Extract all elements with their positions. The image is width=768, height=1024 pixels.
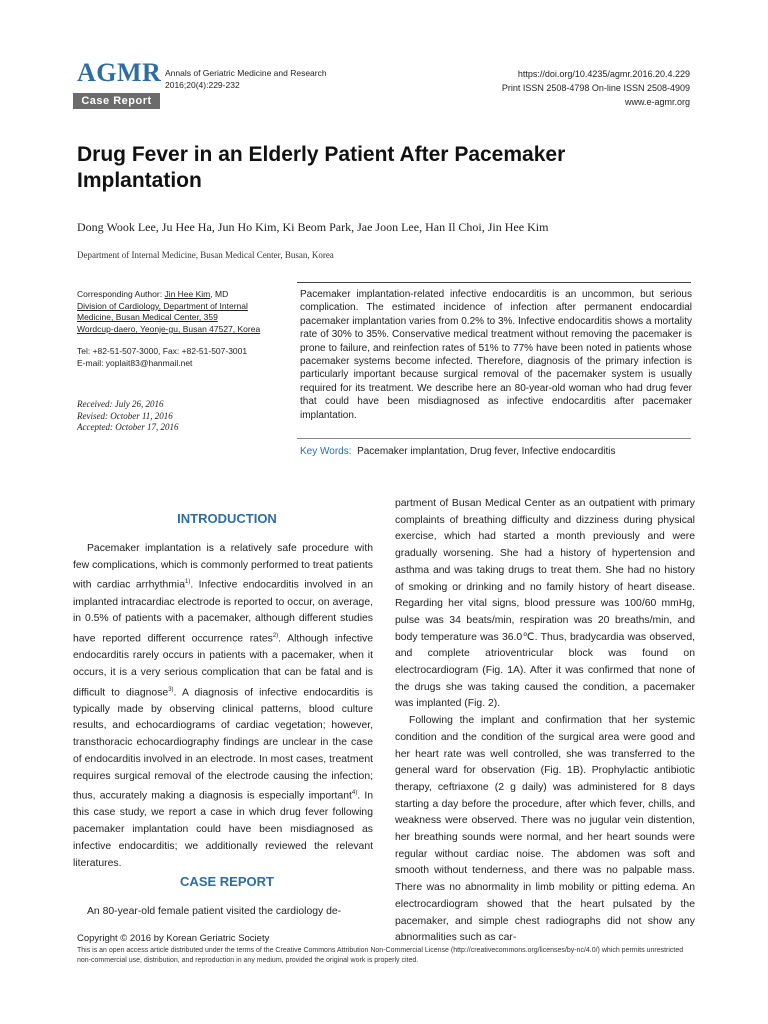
date-revised: Revised: October 11, 2016 [77, 410, 173, 421]
introduction-text [73, 541, 373, 872]
case-report-text-start [73, 904, 373, 921]
case-paragraph: An 80-year-old female patient visited the cardiology de- [87, 906, 342, 917]
corr-degree: , MD [210, 289, 229, 299]
journal-info [165, 67, 327, 91]
copyright: Copyright © 2016 by Korean Geriatric Society [77, 933, 270, 944]
article-type-badge: Case Report [73, 93, 160, 109]
corr-name: Jin Hee Kim [164, 289, 211, 299]
article-title: Drug Fever in an Elderly Patient After Pacemaker Implantation [77, 143, 566, 192]
reference-mark[interactable]: 2) [272, 632, 279, 639]
abstract-top-rule [297, 282, 691, 283]
journal-name: Annals of Geriatric Medicine and Research [165, 68, 327, 78]
correspondence-block [77, 289, 292, 370]
license-text: This is an open access article distributed under the terms of the Creative Commons Attribution Non-Commercial License (http://creativecommons.org/licenses/by-nc/4.0/) which permits unrestricted non-commercial use, distribution, and reproduction in any medium, provided the original work is properly cited. [77, 947, 684, 964]
case-paragraph: Following the implant and confirmation that her systemic condition and the condition of the surgical area were good and her heart rate was well controlled, she was transferred to the general ward for observation (Fig. 1B). Prophylactic antibiotic therapy, ceftriaxone (2 g daily) was administered for 8 days starting a day before the procedure, after which fever, chills, and weakness were observed. There was no jugular vein distention, her breathing sounds were normal, and her heart sounds were regular without cardiac noise. The abdomen was soft and smooth without tenderness, and there was no palpable mass. There was no abnormality in limb mobility or pitting edema. An electrocardiogram showed that the heart pulsated by the pacemaker, and simple chest radiographs did not show any abnormalities such as car- [395, 715, 695, 944]
reference-mark[interactable]: 4) [351, 790, 358, 797]
intro-sentence: Pacemaker implantation is a relatively safe procedure with few complications, which is commonly performed to treat patients with cardiac arrhythmia [73, 543, 373, 591]
date-accepted: Accepted: October 17, 2016 [77, 422, 179, 432]
keywords-label: Key Words: [300, 446, 352, 457]
reference-mark[interactable]: 1) [184, 579, 191, 586]
corr-address-3: Wordcup-daero, Yeonje-gu, Busan 47527, Korea [77, 323, 261, 334]
doi-link[interactable]: https://doi.org/10.4235/agmr.2016.20.4.229 [517, 69, 690, 79]
keywords [300, 446, 616, 457]
intro-sentence: . A diagnosis of infective endocarditis is typically made by observing clinical patterns, blood culture results, and echocardiograms of cardiac vegetation; however, transthoracic echocardiography findings are unclear in the case of endocarditis involved in an electrode. In most cases, treatment requires surgical removal of the electrode causing the infection; thus, accurately making a diagnosis is especially important [73, 687, 373, 802]
journal-volume: 2016;20(4):229-232 [165, 80, 240, 90]
article-dates [77, 399, 178, 434]
corr-tel: Tel: +82-51-507-3000, Fax: +82-51-507-3001 [77, 346, 248, 357]
date-received: Received: July 26, 2016 [77, 399, 164, 409]
corr-address-2: Medicine, Busan Medical Center, 359 [77, 312, 218, 323]
reference-mark[interactable]: 3) [168, 686, 174, 693]
abstract-text: Pacemaker implantation-related infective endocarditis is an uncommon, but serious complication. The estimated incidence of infection after permanent endocardial pacemaker implantation varies from 0.2% to 3%. Infective endocarditis shows a mortality rate of 30% to 35%. Conservative medical treatment without removing the pacemaker is prone to failure, and reinfection rates of 51% to 77% have been noted in patients whose pacemaker systems become infected. Therefore, diagnosis of the primary infection is particularly important because surgical removal of the pacemaker system is usually required for its treatment. We describe here an 80-year-old woman who had drug fever that could have been misdiagnosed as infective endocarditis after pacemaker implantation. [300, 289, 692, 421]
keywords-text: Pacemaker implantation, Drug fever, Infective endocarditis [357, 446, 616, 457]
case-report-text [395, 496, 695, 947]
website-link[interactable]: www.e-agmr.org [624, 97, 690, 107]
corr-email[interactable]: E-mail: yoplait83@hanmail.net [77, 357, 193, 368]
introduction-heading: INTRODUCTION [177, 511, 277, 526]
corr-address-1: Division of Cardiology, Department of Internal [77, 300, 248, 311]
intro-sentence: . Infective endocarditis involved in an implanted intracardiac electrode is reported to occur, on average, in 0.5% of patients with a pacemaker, although different studies have reported different occurrence rates [73, 579, 373, 645]
intro-sentence: . Although infective endocarditis rarely occurs in patients with a pacemaker, when it occurs, it is a very serious complication that can be fatal and is difficult to diagnose [73, 633, 373, 699]
issn: Print ISSN 2508-4798 On-line ISSN 2508-4909 [501, 83, 690, 93]
case-report-heading: CASE REPORT [180, 874, 274, 889]
header-identifiers [502, 67, 690, 109]
affiliation: Department of Internal Medicine, Busan Medical Center, Busan, Korea [77, 250, 334, 260]
case-paragraph: partment of Busan Medical Center as an outpatient with primary complaints of breathing difficulty and dizziness during physical exercise, which had started a month previously and were gradually worsening. She had a history of hypertension and asthma and was taking drugs to treat them. She had no history of smoking or drinking and no family history of heart disease. Regarding her vital signs, blood pressure was 100/60 mmHg, pulse was 34 beats/min, respiration was 20 breaths/min, and body temperature was 36.0℃. Thus, bradycardia was observed, and complete atrioventricular block was found on electrocardiogram (Fig. 1A). After it was confirmed that none of the drugs she was taking caused the condition, a pacemaker was implanted (Fig. 2). [395, 498, 695, 710]
corresponding-author [77, 289, 292, 301]
keywords-rule [297, 438, 691, 439]
journal-logo: AGMR [77, 58, 162, 87]
author-list: Dong Wook Lee, Ju Hee Ha, Jun Ho Kim, Ki Beom Park, Jae Joon Lee, Han Il Choi, Jin Hee Kim [77, 220, 549, 234]
intro-sentence: . In this case study, we report a case in which drug fever following pacemaker implantation could have been misdiagnosed as infective endocarditis; we additionally reviewed the relevant literatures. [73, 790, 373, 869]
corr-label: Corresponding Author: [77, 289, 163, 299]
